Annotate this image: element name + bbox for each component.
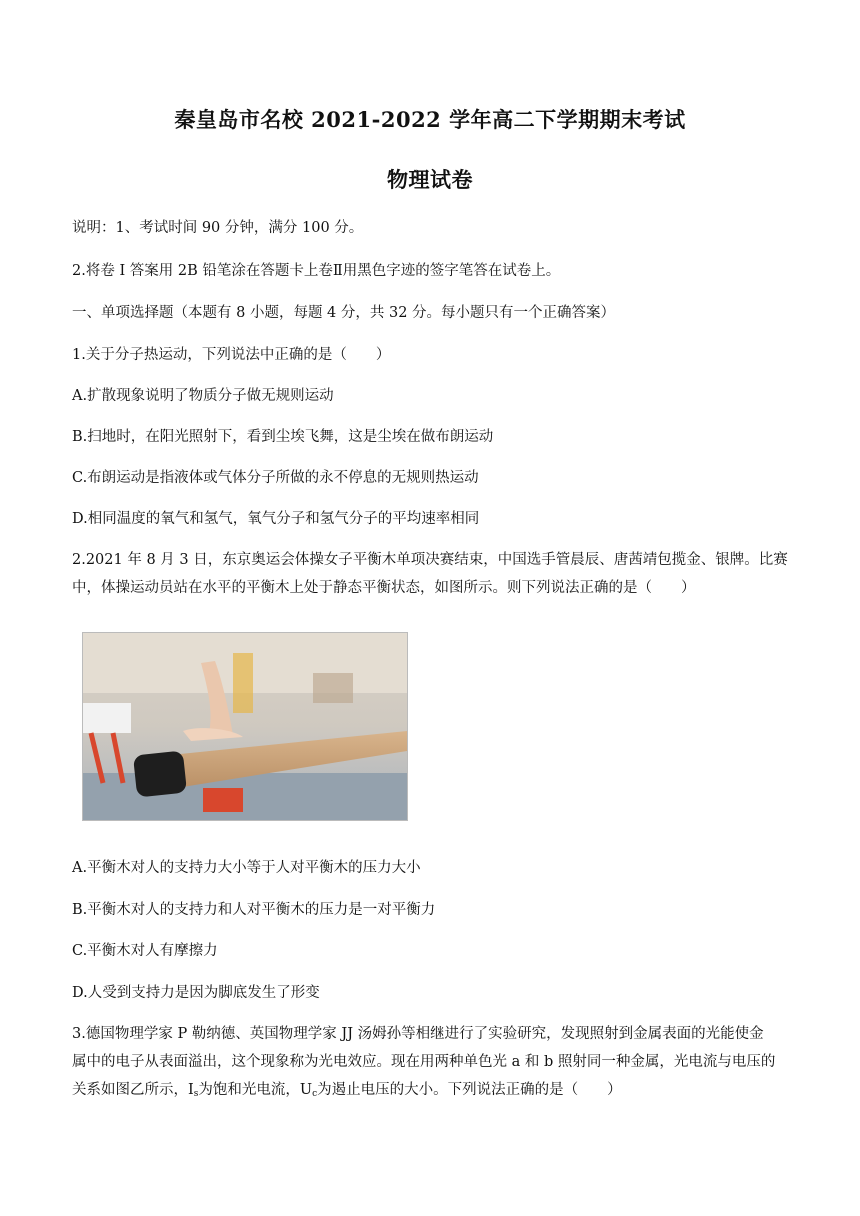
q2-stem-line: 中，体操运动员站在水平的平衡木上处于静态平衡状态，如图所示。则下列说法正确的是（ ） — [72, 580, 696, 596]
exam-subtitle: 物理试卷 — [387, 167, 473, 192]
q3-text: 为遏止电压的大小。下列说法正确的是（ ） — [317, 1082, 622, 1098]
q2-option-b: B.平衡木对人的支持力和人对平衡木的压力是一对平衡力 — [72, 902, 436, 918]
q3-stem-line — [72, 1076, 788, 1108]
balance-beam-photo — [82, 632, 408, 821]
q2-stem-line: 2.2021 年 8 月 3 日，东京奥运会体操女子平衡木单项决赛结束，中国选手管晨辰、唐茜靖包揽金、银牌。比赛 — [72, 552, 788, 568]
note-1: 说明：1、考试时间 90 分钟，满分 100 分。 — [72, 220, 364, 236]
q2-option-a: A.平衡木对人的支持力大小等于人对平衡木的压力大小 — [72, 860, 421, 876]
q1-option-b: B.扫地时，在阳光照射下，看到尘埃飞舞，这是尘埃在做布朗运动 — [72, 429, 494, 445]
section-heading: 一、单项选择题（本题有 8 小题，每题 4 分，共 32 分。每小题只有一个正确答案） — [72, 305, 616, 321]
q3-stem — [72, 1020, 788, 1108]
q1-stem: 1.关于分子热运动，下列说法中正确的是（ ） — [72, 347, 391, 363]
q3-subscript: c — [312, 1089, 318, 1099]
q3-stem-line: 属中的电子从表面溢出，这个现象称为光电效应。现在用两种单色光 a 和 b 照射同一种金属，光电流与电压的 — [72, 1054, 776, 1070]
q1-option-a: A.扩散现象说明了物质分子做无规则运动 — [72, 388, 334, 404]
note-2: 2.将卷 I 答案用 2B 铅笔涂在答题卡上卷Ⅱ用黑色字迹的签字笔答在试卷上。 — [72, 263, 561, 279]
q3-text: 关系如图乙所示，I — [72, 1082, 194, 1098]
q1-option-d: D.相同温度的氧气和氢气，氧气分子和氢气分子的平均速率相同 — [72, 511, 480, 527]
q2-stem — [72, 546, 788, 602]
q3-stem-line: 3.德国物理学家 P 勒纳德、英国物理学家 JJ 汤姆孙等相继进行了实验研究，发现照射到金属表面的光能使金 — [72, 1026, 764, 1042]
exam-title: 秦皇岛市名校 2021-2022 学年高二下学期期末考试 — [174, 107, 686, 132]
q1-option-c: C.布朗运动是指液体或气体分子所做的永不停息的无规则热运动 — [72, 470, 479, 486]
q3-subscript: s — [193, 1089, 199, 1099]
q2-option-c: C.平衡木对人有摩擦力 — [72, 943, 218, 959]
q2-option-d: D.人受到支持力是因为脚底发生了形变 — [72, 985, 320, 1001]
q3-text: 为饱和光电流，U — [198, 1082, 313, 1098]
